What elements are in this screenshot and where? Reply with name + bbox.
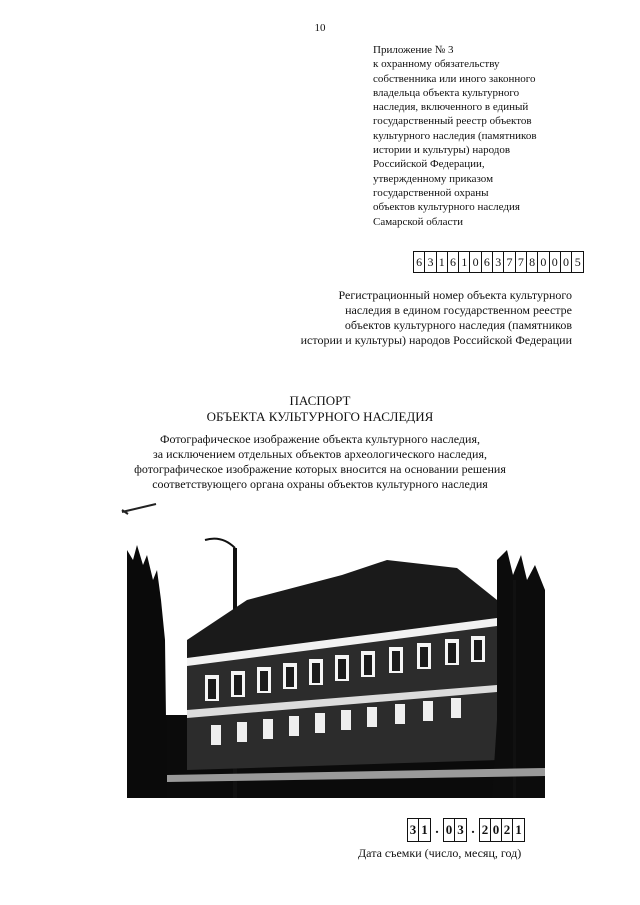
reg-digit: 1 bbox=[437, 252, 448, 272]
date-digit: 2 bbox=[480, 819, 491, 841]
date-digit: 2 bbox=[502, 819, 513, 841]
date-digit: 0 bbox=[444, 819, 455, 841]
title-line: ОБЪЕКТА КУЛЬТУРНОГО НАСЛЕДИЯ bbox=[206, 409, 434, 424]
title-line: ПАСПОРТ bbox=[289, 393, 351, 408]
appendix-line: Приложение № 3 bbox=[373, 44, 454, 56]
photo-caption-line: фотографическое изображение которых вносится на основании решения bbox=[134, 462, 506, 476]
reg-digit: 3 bbox=[493, 252, 504, 272]
registration-number-boxes bbox=[413, 251, 584, 273]
reg-caption-line: объектов культурного наследия (памятников bbox=[344, 318, 572, 332]
appendix-line: государственной охраны bbox=[373, 186, 489, 199]
appendix-line: владельца объекта культурного bbox=[373, 86, 520, 99]
date-year bbox=[479, 818, 525, 842]
appendix-line: наследия, включенного в единый bbox=[373, 101, 529, 114]
reg-digit: 5 bbox=[574, 254, 581, 269]
reg-caption-line: Регистрационный номер объекта культурного bbox=[338, 288, 572, 302]
photo-date-boxes bbox=[407, 818, 525, 842]
photo-caption bbox=[0, 432, 640, 492]
reg-digit: 8 bbox=[527, 252, 538, 272]
date-caption: Дата съемки (число, месяц, год) bbox=[358, 846, 522, 860]
photo-caption-line: за исключением отдельных объектов археологического наследия, bbox=[153, 447, 487, 461]
appendix-note bbox=[373, 43, 613, 229]
appendix-line: культурного наследия (памятников bbox=[373, 129, 537, 142]
date-digit: 3 bbox=[408, 819, 419, 841]
appendix-line: истории и культуры) народов bbox=[373, 144, 511, 157]
appendix-line: Самарской области bbox=[373, 215, 464, 228]
appendix-line: государственный реестр объектов bbox=[373, 115, 532, 128]
photo-caption-line: Фотографическое изображение объекта культурного наследия, bbox=[160, 432, 480, 446]
reg-digit: 6 bbox=[482, 252, 493, 272]
reg-digit: 7 bbox=[504, 252, 515, 272]
building-photo bbox=[127, 520, 545, 798]
registration-caption bbox=[212, 288, 572, 348]
reg-digit: 6 bbox=[448, 252, 459, 272]
date-separator: . bbox=[435, 822, 439, 837]
date-digit: 1 bbox=[515, 822, 522, 837]
date-digit: 0 bbox=[491, 819, 502, 841]
reg-digit: 1 bbox=[459, 252, 470, 272]
date-month bbox=[443, 818, 467, 842]
appendix-line: собственника или иного законного bbox=[373, 72, 536, 85]
reg-caption-line: истории и культуры) народов Российской Федерации bbox=[300, 333, 572, 347]
reg-digit: 0 bbox=[470, 252, 481, 272]
reg-caption-line: наследия в едином государственном реестре bbox=[345, 303, 572, 317]
appendix-line: объектов культурного наследия bbox=[373, 201, 520, 214]
reg-digit: 0 bbox=[550, 252, 561, 272]
appendix-line: Российской Федерации, bbox=[373, 158, 485, 171]
date-separator: . bbox=[471, 822, 475, 837]
reg-digit: 3 bbox=[425, 252, 436, 272]
passport-title bbox=[0, 393, 640, 425]
date-day bbox=[407, 818, 431, 842]
date-digit: 3 bbox=[457, 822, 464, 837]
photo-caption-line: соответствующего органа охраны объектов культурного наследия bbox=[152, 477, 488, 491]
reg-digit: 6 bbox=[414, 252, 425, 272]
appendix-line: утвержденному приказом bbox=[373, 172, 494, 185]
scan-mark bbox=[120, 500, 160, 520]
date-digit: 1 bbox=[421, 822, 428, 837]
page-number: 10 bbox=[314, 22, 326, 34]
appendix-line: к охранному обязательству bbox=[373, 58, 500, 71]
reg-digit: 7 bbox=[516, 252, 527, 272]
reg-digit: 0 bbox=[561, 252, 572, 272]
reg-digit: 0 bbox=[538, 252, 549, 272]
